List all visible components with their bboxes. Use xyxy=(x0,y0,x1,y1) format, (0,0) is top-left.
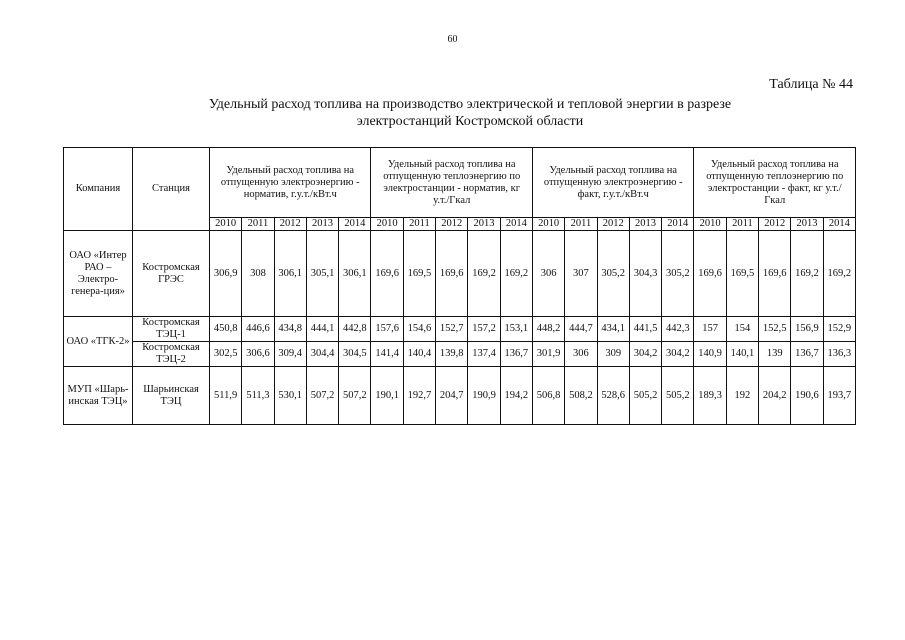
header-company: Компания xyxy=(64,148,133,231)
value-cell: 307 xyxy=(565,231,597,317)
value-cell: 444,1 xyxy=(306,317,338,342)
table-row xyxy=(64,231,856,317)
value-cell: 156,9 xyxy=(791,317,823,342)
table-title xyxy=(150,96,790,130)
value-cell: 507,2 xyxy=(339,367,371,425)
year-header: 2012 xyxy=(759,218,791,231)
year-header: 2013 xyxy=(791,218,823,231)
value-cell: 306,1 xyxy=(339,231,371,317)
value-cell: 140,4 xyxy=(403,342,435,367)
value-cell: 434,1 xyxy=(597,317,629,342)
value-cell: 157 xyxy=(694,317,726,342)
value-cell: 309,4 xyxy=(274,342,306,367)
value-cell: 154 xyxy=(726,317,758,342)
year-header: 2013 xyxy=(306,218,338,231)
station-cell: Костромская ТЭЦ-2 xyxy=(133,342,210,367)
year-header: 2011 xyxy=(242,218,274,231)
value-cell: 305,1 xyxy=(306,231,338,317)
value-cell: 528,6 xyxy=(597,367,629,425)
value-cell: 448,2 xyxy=(532,317,564,342)
year-header: 2012 xyxy=(436,218,468,231)
value-cell: 505,2 xyxy=(662,367,694,425)
value-cell: 169,2 xyxy=(500,231,532,317)
value-cell: 157,6 xyxy=(371,317,403,342)
value-cell: 304,3 xyxy=(629,231,661,317)
value-cell: 304,5 xyxy=(339,342,371,367)
company-cell: МУП «Шарь-инская ТЭЦ» xyxy=(64,367,133,425)
header-group-heat-norm: Удельный расход топлива на отпущенную теплоэнергию по электростанции - норматив, кг у.т./Гкал xyxy=(371,148,532,218)
value-cell: 140,1 xyxy=(726,342,758,367)
year-header: 2014 xyxy=(823,218,855,231)
year-header: 2010 xyxy=(210,218,242,231)
value-cell: 190,9 xyxy=(468,367,500,425)
year-header: 2010 xyxy=(371,218,403,231)
year-header: 2014 xyxy=(662,218,694,231)
value-cell: 530,1 xyxy=(274,367,306,425)
value-cell: 446,6 xyxy=(242,317,274,342)
table-row xyxy=(64,367,856,425)
value-cell: 304,2 xyxy=(662,342,694,367)
value-cell: 508,2 xyxy=(565,367,597,425)
year-header: 2011 xyxy=(565,218,597,231)
year-header: 2012 xyxy=(597,218,629,231)
value-cell: 204,2 xyxy=(759,367,791,425)
value-cell: 169,6 xyxy=(759,231,791,317)
value-cell: 169,6 xyxy=(371,231,403,317)
value-cell: 306 xyxy=(565,342,597,367)
table-number: Таблица № 44 xyxy=(769,77,853,92)
value-cell: 506,8 xyxy=(532,367,564,425)
table-row xyxy=(64,317,856,342)
value-cell: 507,2 xyxy=(306,367,338,425)
value-cell: 304,2 xyxy=(629,342,661,367)
value-cell: 169,6 xyxy=(436,231,468,317)
value-cell: 442,3 xyxy=(662,317,694,342)
value-cell: 189,3 xyxy=(694,367,726,425)
value-cell: 434,8 xyxy=(274,317,306,342)
value-cell: 154,6 xyxy=(403,317,435,342)
value-cell: 169,2 xyxy=(823,231,855,317)
value-cell: 194,2 xyxy=(500,367,532,425)
table-row xyxy=(64,342,856,367)
year-header: 2010 xyxy=(532,218,564,231)
value-cell: 136,3 xyxy=(823,342,855,367)
header-group-elec-fact: Удельный расход топлива на отпущенную электроэнергию - факт, г.у.т./кВт.ч xyxy=(532,148,693,218)
value-cell: 152,7 xyxy=(436,317,468,342)
value-cell: 169,6 xyxy=(694,231,726,317)
value-cell: 139,8 xyxy=(436,342,468,367)
company-cell: ОАО «Интер РАО – Электро-генера-ция» xyxy=(64,231,133,317)
year-header: 2012 xyxy=(274,218,306,231)
value-cell: 204,7 xyxy=(436,367,468,425)
company-cell: ОАО «ТГК-2» xyxy=(64,317,133,367)
value-cell: 153,1 xyxy=(500,317,532,342)
value-cell: 444,7 xyxy=(565,317,597,342)
value-cell: 140,9 xyxy=(694,342,726,367)
value-cell: 193,7 xyxy=(823,367,855,425)
value-cell: 136,7 xyxy=(500,342,532,367)
value-cell: 152,9 xyxy=(823,317,855,342)
year-header: 2013 xyxy=(629,218,661,231)
station-cell: Костромская ТЭЦ-1 xyxy=(133,317,210,342)
title-line-2: электростанций Костромской области xyxy=(356,114,584,129)
header-station: Станция xyxy=(133,148,210,231)
value-cell: 511,9 xyxy=(210,367,242,425)
year-header: 2011 xyxy=(726,218,758,231)
value-cell: 308 xyxy=(242,231,274,317)
value-cell: 306,9 xyxy=(210,231,242,317)
value-cell: 302,5 xyxy=(210,342,242,367)
year-header: 2014 xyxy=(500,218,532,231)
value-cell: 305,2 xyxy=(662,231,694,317)
value-cell: 190,6 xyxy=(791,367,823,425)
value-cell: 141,4 xyxy=(371,342,403,367)
header-group-elec-norm: Удельный расход топлива на отпущенную электроэнергию - норматив, г.у.т./кВт.ч xyxy=(210,148,371,218)
station-cell: Костромская ГРЭС xyxy=(133,231,210,317)
fuel-consumption-table xyxy=(63,147,856,425)
value-cell: 306 xyxy=(532,231,564,317)
value-cell: 169,5 xyxy=(403,231,435,317)
value-cell: 309 xyxy=(597,342,629,367)
value-cell: 152,5 xyxy=(759,317,791,342)
value-cell: 192 xyxy=(726,367,758,425)
header-group-heat-fact: Удельный расход топлива на отпущенную теплоэнергию по электростанции - факт, кг у.т./Гкал xyxy=(694,148,856,218)
year-header: 2011 xyxy=(403,218,435,231)
page-number: 60 xyxy=(447,34,458,45)
value-cell: 306,6 xyxy=(242,342,274,367)
title-line-1: Удельный расход топлива на производство электрической и тепловой энергии в разрезе xyxy=(208,97,732,112)
year-header: 2014 xyxy=(339,218,371,231)
value-cell: 137,4 xyxy=(468,342,500,367)
station-cell: Шарьинская ТЭЦ xyxy=(133,367,210,425)
value-cell: 301,9 xyxy=(532,342,564,367)
value-cell: 306,1 xyxy=(274,231,306,317)
value-cell: 441,5 xyxy=(629,317,661,342)
value-cell: 511,3 xyxy=(242,367,274,425)
value-cell: 136,7 xyxy=(791,342,823,367)
value-cell: 505,2 xyxy=(629,367,661,425)
value-cell: 190,1 xyxy=(371,367,403,425)
value-cell: 169,2 xyxy=(791,231,823,317)
value-cell: 169,5 xyxy=(726,231,758,317)
value-cell: 192,7 xyxy=(403,367,435,425)
value-cell: 305,2 xyxy=(597,231,629,317)
value-cell: 442,8 xyxy=(339,317,371,342)
value-cell: 157,2 xyxy=(468,317,500,342)
value-cell: 304,4 xyxy=(306,342,338,367)
year-header: 2013 xyxy=(468,218,500,231)
value-cell: 139 xyxy=(759,342,791,367)
year-header: 2010 xyxy=(694,218,726,231)
value-cell: 169,2 xyxy=(468,231,500,317)
value-cell: 450,8 xyxy=(210,317,242,342)
